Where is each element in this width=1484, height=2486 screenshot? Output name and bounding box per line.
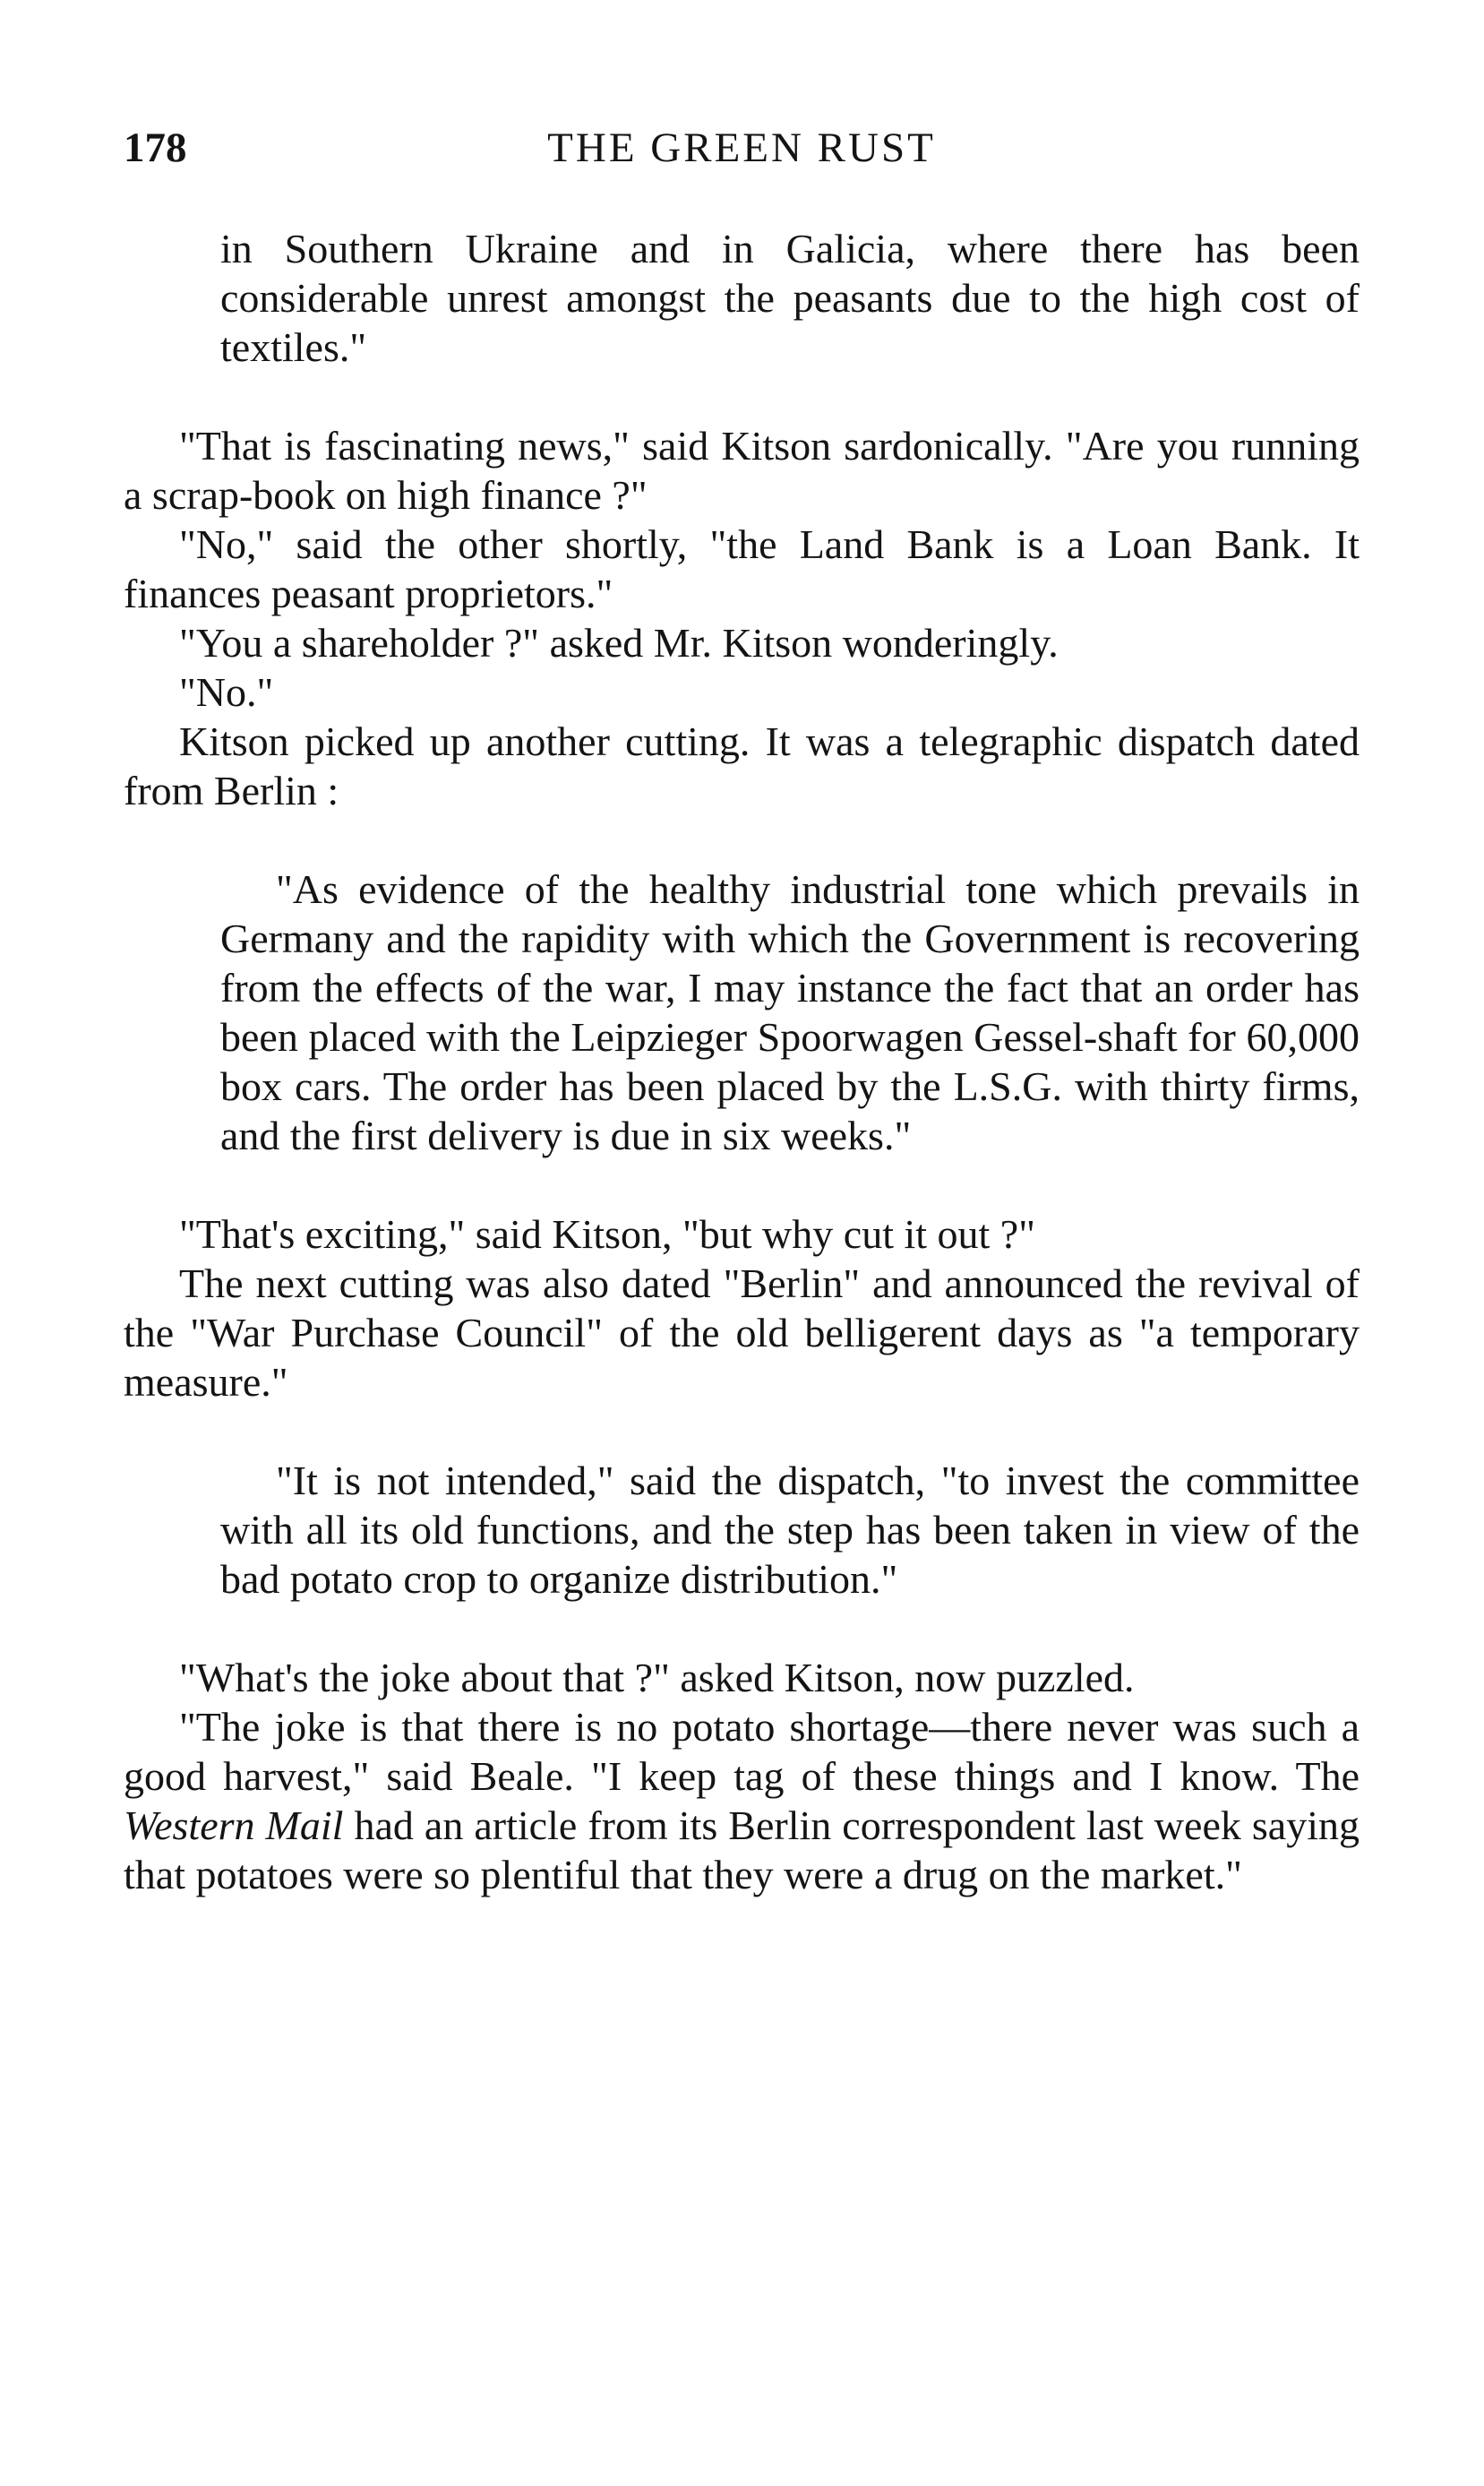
paragraph: Kitson picked up another cutting. It was a telegraphic dispatch dated from Berlin : [124,718,1360,813]
paragraph: "No," said the other shortly, "the Land Bank is a Loan Bank. It finances peasant proprietors." [124,521,1360,616]
paragraph-text: had an article from its Berlin correspondent last week saying that potatoes were so plentiful that they were a drug on the market." [124,1802,1360,1897]
paragraph: "You a shareholder ?" asked Mr. Kitson wonderingly. [179,620,1059,666]
paragraph: The next cutting was also dated "Berlin" and announced the revival of the "War Purchase Council" of the old belligerent days as "a temporary measure." [124,1260,1360,1405]
quote-block-war-purchase-council [124,1456,1360,1604]
paragraph: "That's exciting," said Kitson, "but why cut it out ?" [179,1211,1036,1257]
paragraph [124,1702,1360,1899]
paragraph: "That is fascinating news," said Kitson sardonically. "Are you running a scrap-book on high finance ?" [124,423,1360,518]
quote-paragraph: "As evidence of the healthy industrial tone which prevails in Germany and the rapidity with which the Government is recovering from the effects of the war, I may instance the fact that an order has been placed with the Leipzieger Spoorwagen Gessel-shaft for 60,000 box cars. The order has been placed by the L.S.G. with thirty firms, and the first delivery is due in six weeks." [220,866,1360,1158]
running-title: THE GREEN RUST [547,125,936,171]
paragraph: "No." [179,669,274,715]
page-header [124,124,1360,186]
page-number: 178 [124,125,187,171]
quote-block-ukraine [124,224,1360,372]
newspaper-title: Western Mail [124,1802,344,1848]
paragraph-text: "The joke is that there is no potato shortage—there never was such a good harvest," said Beale. "I keep tag of these things and I know. The [124,1704,1360,1799]
quote-paragraph: in Southern Ukraine and in Galicia, where there has been considerable unrest amongst the peasants due to the high cost of textiles." [220,226,1360,370]
quote-block-berlin-dispatch [124,865,1360,1160]
quote-paragraph: "It is not intended," said the dispatch, "to invest the committee with all its old functions, and the step has been taken in view of the bad potato crop to organize distribution." [220,1458,1360,1602]
paragraph: "What's the joke about that ?" asked Kitson, now puzzled. [179,1655,1135,1700]
page-body [124,224,1360,1899]
